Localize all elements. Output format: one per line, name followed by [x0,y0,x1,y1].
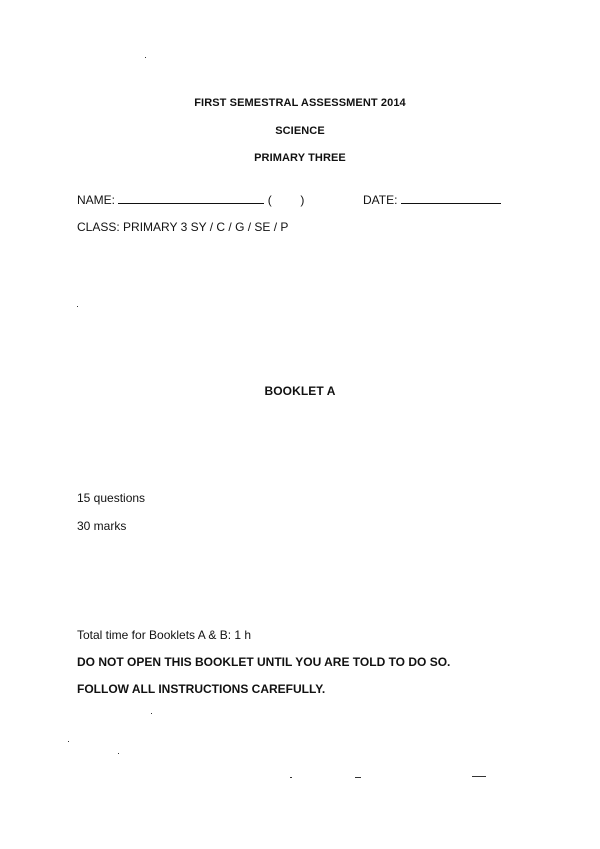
class-label: CLASS: PRIMARY 3 SY / C / G / SE / P [77,220,289,234]
time-instruction: Total time for Booklets A & B: 1 h [77,628,252,642]
register-open: ( [267,193,272,207]
scan-speck [77,306,78,307]
date-row [363,193,501,207]
scan-speck [290,777,292,778]
follow-instructions: FOLLOW ALL INSTRUCTIONS CAREFULLY. [77,682,326,696]
scan-speck [145,57,146,58]
name-row [77,193,304,207]
do-not-open-instruction: DO NOT OPEN THIS BOOKLET UNTIL YOU ARE TOLD TO DO SO. [77,655,451,669]
register-close: ) [300,193,305,207]
marks-count: 30 marks [77,519,127,533]
scan-speck [151,713,152,714]
level-title: PRIMARY THREE [254,152,346,164]
date-label: DATE: [363,193,398,207]
subject-title: SCIENCE [275,125,325,137]
date-blank[interactable] [401,193,501,204]
scan-speck [68,741,69,742]
scan-speck [472,776,486,777]
question-count: 15 questions [77,491,146,505]
scan-speck [118,753,119,754]
assessment-title: FIRST SEMESTRAL ASSESSMENT 2014 [194,97,406,109]
booklet-title: BOOKLET A [264,384,336,398]
name-label: NAME: [77,193,116,207]
name-blank[interactable] [118,193,264,204]
scan-speck [355,777,361,778]
